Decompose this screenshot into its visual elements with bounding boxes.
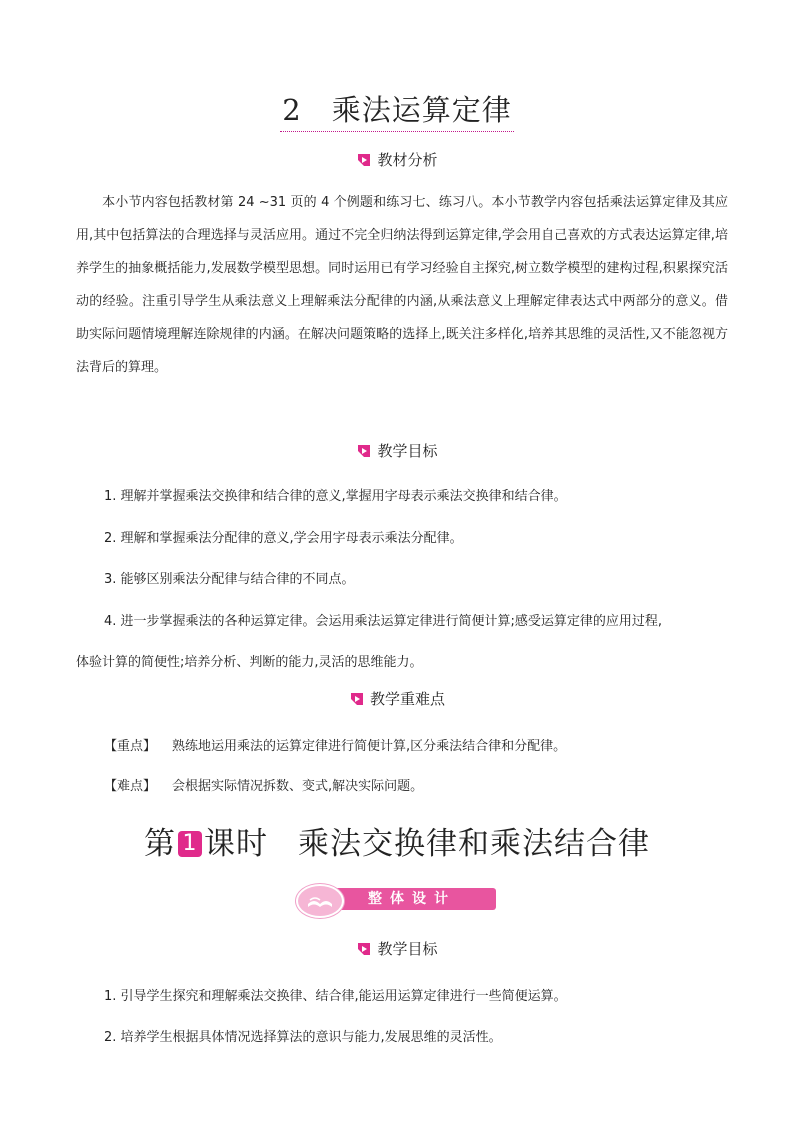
difficult-text: 会根据实际情况拆数、变式,解决实际问题。 xyxy=(172,779,424,794)
difficult-tag: 【难点】 xyxy=(104,779,157,794)
section-marker-icon xyxy=(356,941,372,957)
goal-item: 2. 理解和掌握乘法分配律的意义,学会用字母表示乘法分配律。 xyxy=(104,531,463,546)
goal-item-continued: 体验计算的简便性;培养分析、判断的能力,灵活的思维能力。 xyxy=(76,655,423,670)
section-title: 教学目标 xyxy=(377,442,438,460)
book-emblem-icon xyxy=(296,884,344,918)
lesson-goal-item: 1. 引导学生探究和理解乘法交换律、结合律,能运用运算定律进行一些简便运算。 xyxy=(104,989,567,1004)
goal-item: 1. 理解并掌握乘法交换律和结合律的意义,掌握用字母表示乘法交换律和结合律。 xyxy=(104,489,567,504)
lesson-goal-item: 2. 培养学生根据具体情况选择算法的意识与能力,发展思维的灵活性。 xyxy=(104,1030,502,1045)
open-book-icon xyxy=(298,886,342,916)
section-marker-icon xyxy=(349,691,365,707)
chapter-heading xyxy=(0,88,794,132)
section-marker-icon xyxy=(356,152,372,168)
analysis-paragraph xyxy=(76,186,728,384)
section-heading-goals xyxy=(0,440,794,463)
section-heading-keypoints xyxy=(0,688,794,711)
design-banner xyxy=(296,884,496,912)
key-tag: 【重点】 xyxy=(104,739,157,754)
lesson-title: 乘法交换律和乘法结合律 xyxy=(298,826,650,862)
key-text: 熟练地运用乘法的运算定律进行简便计算,区分乘法结合律和分配律。 xyxy=(172,739,567,754)
section-title: 教材分析 xyxy=(377,151,438,169)
goal-item: 3. 能够区别乘法分配律与结合律的不同点。 xyxy=(104,572,355,587)
section-title: 教学目标 xyxy=(377,940,438,958)
key-point xyxy=(76,735,736,754)
lesson-number-badge: 1 xyxy=(178,831,202,857)
section-heading-lesson-goals xyxy=(0,938,794,961)
lesson-heading: 第 1 课时 乘法交换律和乘法结合律 xyxy=(144,826,650,862)
section-heading-analysis xyxy=(0,149,794,172)
chapter-title: 乘法运算定律 xyxy=(331,93,512,127)
goal-item: 4. 进一步掌握乘法的各种运算定律。会运用乘法运算定律进行简便计算;感受运算定律的应用过程, xyxy=(104,614,663,629)
analysis-text: 本小节内容包括教材第 24 ~31 页的 4 个例题和练习七、练习八。本小节教学内容包括乘法运算定律及其应用,其中包括算法的合理选择与灵活应用。通过不完全归纳法得到运算定律,学会用自己喜欢的方式表达运算定律,培养学生的抽象概括能力,发展数学模型思想。同时运用已有学习经验自主探究,树立数学模型的建构过程,积累探究活动的经验。注重引导学生从乘法意义上理解乘法分配律的内涵,从乘法意义上理解定律表达式中两部分的意义。借助实际问题情境理解连除规律的内涵。在解决问题策略的选择上,既关注多样化,培养其思维的灵活性,又不能忽视方法背后的算理。 xyxy=(76,195,728,375)
section-marker-icon xyxy=(356,443,372,459)
difficult-point xyxy=(76,775,736,794)
chapter-number: 2 xyxy=(282,93,302,127)
design-banner-label: 整体设计 xyxy=(310,888,496,910)
section-title: 教学重难点 xyxy=(369,690,445,708)
